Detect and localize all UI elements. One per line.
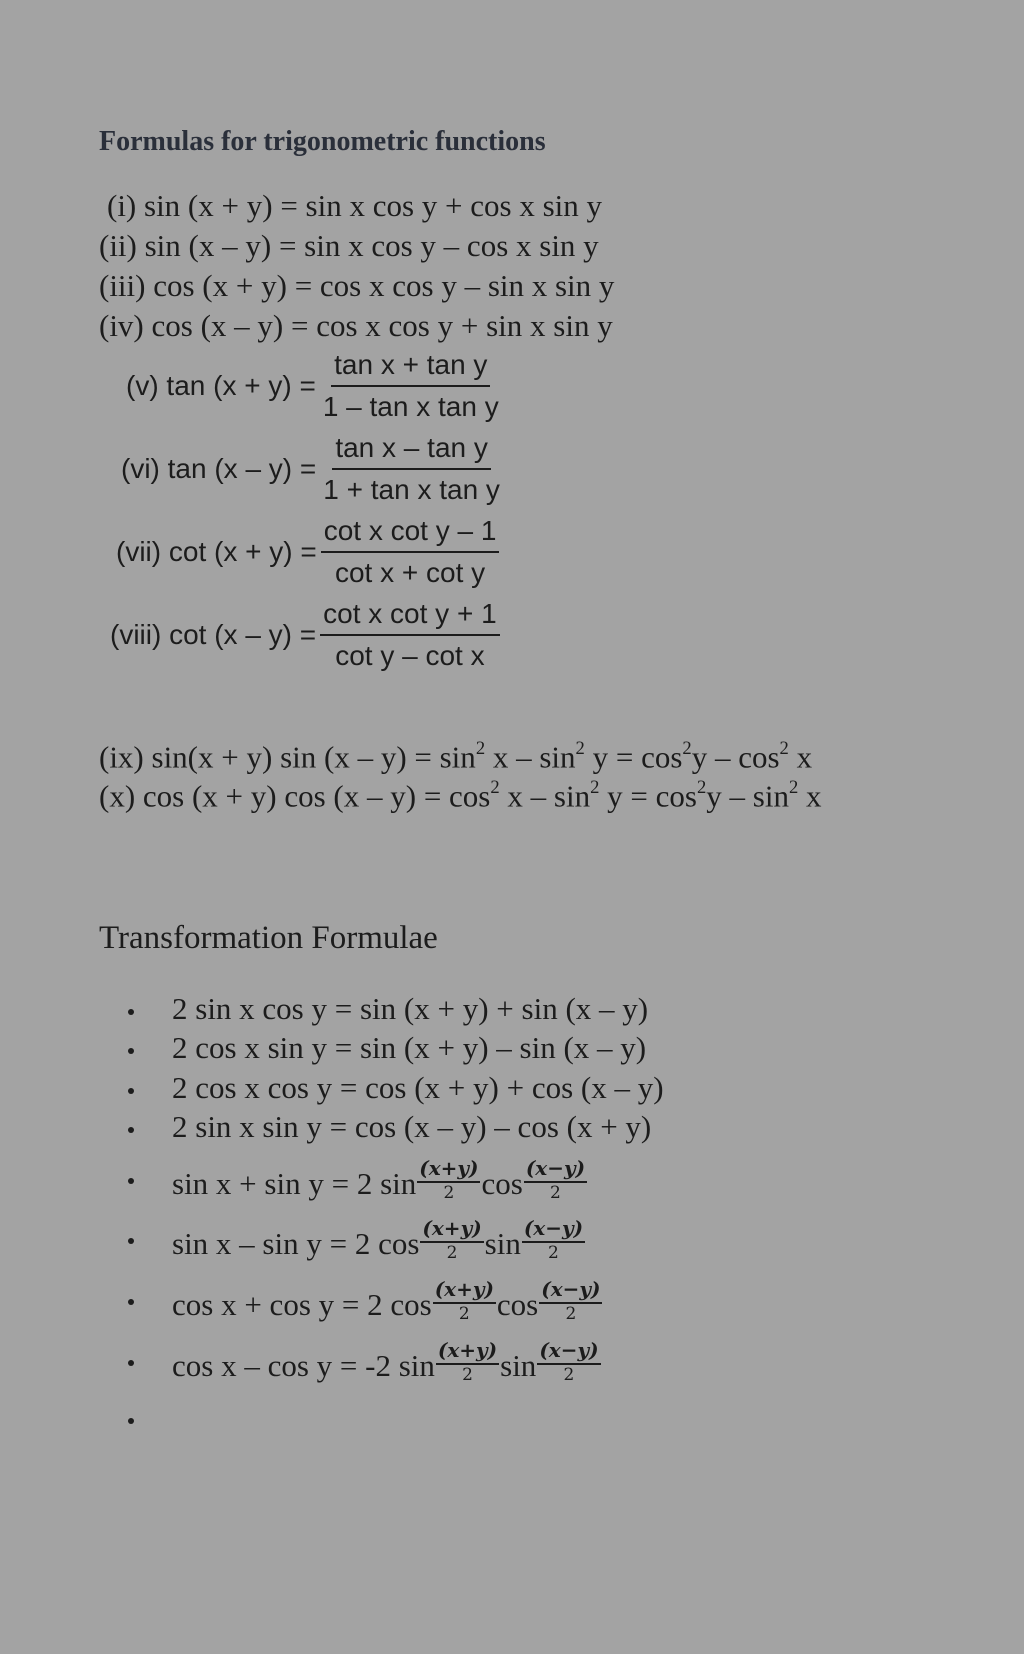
denominator: cot y – cot x: [335, 640, 485, 671]
denominator: 2: [458, 1304, 470, 1324]
formula-lhs: (viii) cot (x – y) =: [110, 619, 317, 650]
formula-text: 2 sin x cos y = sin (x + y) + sin (x – y): [172, 991, 649, 1026]
formula-text: cos x + cos y = 2 cos: [172, 1286, 432, 1322]
numerator: (x+y): [433, 1277, 496, 1304]
denominator: 2: [548, 1243, 559, 1263]
numerator: (x−y): [537, 1338, 600, 1365]
denominator: 2: [565, 1304, 577, 1324]
denominator: 2: [563, 1365, 575, 1385]
bullet-icon: [128, 1127, 134, 1133]
formula-text: y – cos: [691, 739, 780, 775]
formula-line: [172, 1216, 586, 1267]
formula-ix: [99, 733, 812, 775]
bullet-icon: [128, 1009, 134, 1015]
formula-lhs: (vii) cot (x + y) =: [116, 536, 317, 567]
fraction: [420, 1216, 483, 1263]
formula-text: x: [788, 739, 813, 775]
denominator: 2: [446, 1243, 458, 1263]
bullet-icon: [128, 1238, 134, 1244]
formula-text: y = cos: [599, 778, 697, 814]
formula-text: 2 sin x sin y = cos (x – y) – cos (x + y): [172, 1109, 652, 1144]
formula-text: x – sin: [485, 739, 576, 775]
bullet-icon: [128, 1178, 134, 1184]
denominator: 2: [550, 1183, 561, 1203]
fraction: [320, 348, 502, 424]
exponent: 2: [475, 738, 486, 759]
formula-vi: [121, 431, 503, 507]
numerator: (x+y): [420, 1216, 483, 1243]
formula-text: cos x – cos y = -2 sin: [172, 1347, 435, 1383]
numerator: (x+y): [436, 1338, 499, 1365]
fraction: [522, 1216, 585, 1263]
formula-lhs: (v) tan (x + y) =: [126, 370, 316, 401]
numerator: cot x cot y + 1: [320, 597, 500, 636]
formula-text: 2 cos x cos y = cos (x + y) + cos (x – y): [172, 1070, 664, 1105]
formula-line: [172, 1338, 602, 1389]
exponent: 2: [788, 777, 799, 798]
formula-i: (i) sin (x + y) = sin x cos y + cos x sin y: [107, 188, 603, 223]
numerator: (x−y): [522, 1216, 585, 1243]
numerator: (x+y): [417, 1156, 480, 1183]
formula-text: 2 cos x sin y = sin (x + y) – sin (x – y): [172, 1030, 647, 1065]
formula-text: y = cos: [584, 739, 683, 775]
section-title: Transformation Formulae: [99, 920, 438, 956]
formula-text: (x) cos (x + y) cos (x – y) = cos: [99, 778, 491, 814]
numerator: (x−y): [539, 1277, 602, 1304]
exponent: 2: [779, 738, 789, 759]
exponent: 2: [490, 777, 500, 798]
numerator: tan x + tan y: [331, 348, 490, 387]
fraction: [436, 1338, 499, 1385]
denominator: 2: [443, 1183, 455, 1203]
fraction: [537, 1338, 600, 1385]
fraction: [320, 431, 503, 507]
formula-line: [172, 1277, 603, 1328]
formula-vii: [116, 514, 499, 590]
formula-text: sin: [484, 1225, 521, 1261]
formula-line: [172, 1156, 588, 1207]
denominator: 2: [462, 1365, 473, 1385]
formula-text: sin x + sin y = 2 sin: [172, 1165, 417, 1201]
formula-iv: (iv) cos (x – y) = cos x cos y + sin x sin y: [99, 308, 613, 343]
exponent: 2: [575, 738, 585, 759]
fraction: [417, 1156, 480, 1203]
exponent: 2: [682, 738, 692, 759]
formula-iii: (iii) cos (x + y) = cos x cos y – sin x sin y: [99, 268, 615, 303]
formula-v: [126, 348, 502, 424]
formula-text: cos: [496, 1286, 539, 1322]
formula-viii: [110, 597, 500, 673]
formula-text: y – sin: [706, 778, 789, 814]
formula-text: sin: [500, 1347, 537, 1383]
formula-text: cos: [481, 1165, 523, 1201]
page-title: Formulas for trigonometric functions: [99, 126, 546, 157]
bullet-icon: [128, 1360, 134, 1366]
fraction: [524, 1156, 587, 1203]
formula-text: sin x – sin y = 2 cos: [172, 1225, 420, 1261]
formula-text: x: [798, 778, 822, 814]
denominator: cot x + cot y: [334, 557, 486, 588]
exponent: 2: [696, 777, 707, 798]
formula-ii: (ii) sin (x – y) = sin x cos y – cos x sin y: [99, 228, 599, 263]
denominator: 1 – tan x tan y: [322, 391, 499, 422]
formula-text: (ix) sin(x + y) sin (x – y) = sin: [99, 739, 476, 775]
fraction: [539, 1277, 602, 1324]
numerator: cot x cot y – 1: [321, 514, 500, 553]
numerator: tan x – tan y: [332, 431, 491, 470]
fraction: [321, 514, 500, 590]
fraction: [320, 597, 500, 673]
bullet-icon: [128, 1048, 134, 1054]
bullet-icon: [128, 1299, 134, 1305]
denominator: 1 + tan x tan y: [323, 474, 500, 505]
formula-x: [99, 772, 822, 814]
bullet-icon: [128, 1088, 134, 1094]
formula-lhs: (vi) tan (x – y) =: [121, 453, 317, 484]
numerator: (x−y): [524, 1156, 587, 1183]
exponent: 2: [590, 777, 600, 798]
fraction: [433, 1277, 496, 1324]
bullet-icon: [128, 1418, 134, 1424]
formula-text: x – sin: [499, 778, 591, 814]
